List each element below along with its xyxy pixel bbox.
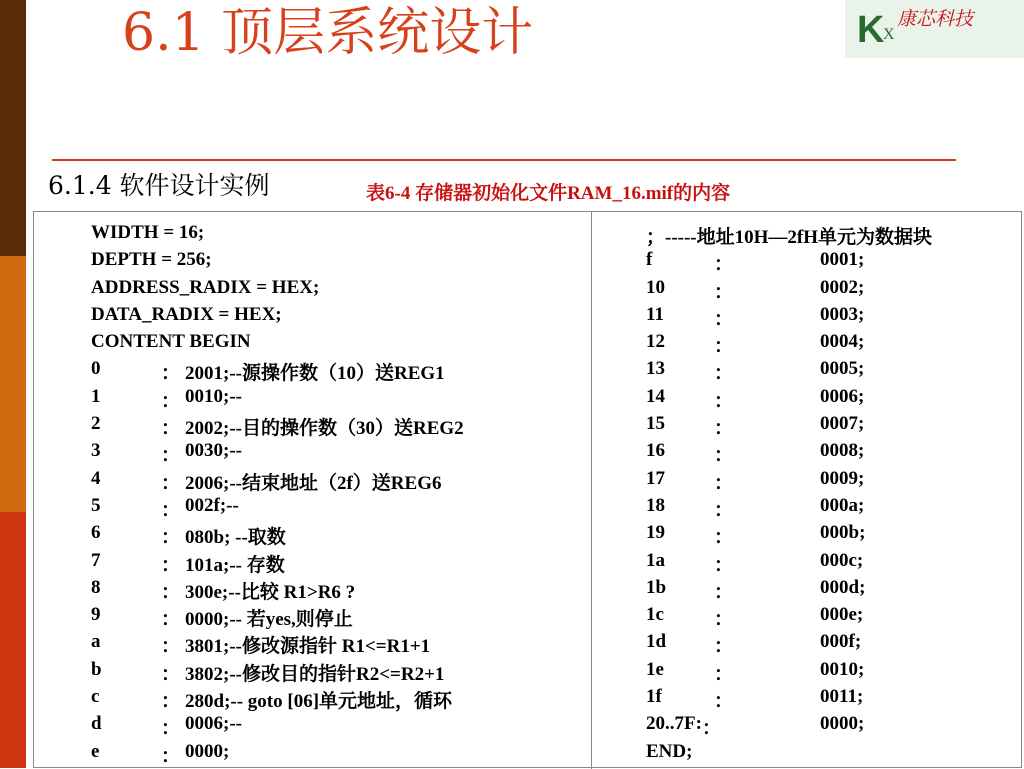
table-row <box>91 658 445 686</box>
row-separator: ： <box>714 691 734 713</box>
table-row <box>91 522 319 549</box>
table-row <box>646 495 932 522</box>
row-address: 1 <box>91 385 101 407</box>
row-separator: ： <box>161 691 181 713</box>
row-value: 0000; <box>820 713 865 735</box>
row-separator: ： <box>161 581 181 603</box>
table-row <box>91 386 319 413</box>
title-divider <box>52 159 956 161</box>
table-row <box>646 686 932 713</box>
row-value: 0004; <box>820 331 865 353</box>
row-separator: ： <box>714 527 734 549</box>
row-separator: ： <box>161 745 181 767</box>
row-value: 0009; <box>820 467 865 489</box>
row-separator: ： <box>161 636 181 658</box>
row-separator: ： <box>702 718 722 740</box>
row-address: 3 <box>91 440 101 462</box>
row-address: 10 <box>646 276 665 298</box>
row-address: e <box>91 740 100 762</box>
row-content: 0030;-- <box>185 440 242 462</box>
table-row <box>646 550 932 577</box>
row-content: 080b; --取数 <box>185 527 286 549</box>
table-row <box>646 358 932 385</box>
table-row <box>91 467 442 495</box>
row-separator: ： <box>161 499 181 521</box>
row-separator: ： <box>714 336 734 358</box>
row-address: 16 <box>646 440 665 462</box>
row-address: 4 <box>91 467 101 489</box>
row-separator: ： <box>714 609 734 631</box>
end-marker: END; <box>646 740 693 762</box>
row-content: 2006;--结束地址（2f）送REG6 <box>185 472 442 494</box>
table-row <box>91 686 453 713</box>
row-content: 2002;--目的操作数（30）送REG2 <box>185 418 464 440</box>
table-row <box>91 576 356 604</box>
row-address: 6 <box>91 522 101 544</box>
table-row <box>646 386 932 413</box>
table-row <box>91 440 319 467</box>
row-address: 1f <box>646 686 662 708</box>
row-value: 0008; <box>820 440 865 462</box>
row-separator: ： <box>161 527 181 549</box>
row-content: 3802;--修改目的指针R2<=R2+1 <box>185 663 445 685</box>
right-column <box>646 222 932 768</box>
row-content: 2001;--源操作数（10）送REG1 <box>185 363 445 385</box>
row-separator: ： <box>161 718 181 740</box>
row-address: 1d <box>646 631 667 653</box>
row-address: 1e <box>646 658 664 680</box>
row-value: 000d; <box>820 576 866 598</box>
row-address: 0 <box>91 358 101 380</box>
table-caption: 表6-4 存储器初始化文件RAM_16.mif的内容 <box>366 183 731 204</box>
table-row <box>646 522 932 549</box>
row-address: 5 <box>91 494 101 516</box>
table-row <box>646 331 932 358</box>
header-line: ADDRESS_RADIX = HEX; <box>91 276 320 298</box>
row-address: 19 <box>646 522 665 544</box>
side-bar-top <box>0 0 26 256</box>
row-separator: ： <box>161 390 181 412</box>
row-value: 0005; <box>820 358 865 380</box>
row-content: 280d;-- goto [06]单元地址，循环 <box>185 691 453 713</box>
row-address: 2 <box>91 413 101 435</box>
row-address: 14 <box>646 385 665 407</box>
row-value: 0010; <box>820 658 865 680</box>
table-row <box>646 413 932 440</box>
table-row <box>646 631 932 658</box>
table-row <box>91 358 445 385</box>
row-address: 8 <box>91 576 101 598</box>
row-address: 18 <box>646 494 665 516</box>
row-content: 3801;--修改源指针 R1<=R1+1 <box>185 636 431 658</box>
row-value: 0002; <box>820 276 865 298</box>
table-row <box>91 713 319 740</box>
row-separator: ： <box>714 363 734 385</box>
row-separator: ： <box>161 445 181 467</box>
table-row <box>646 304 932 331</box>
row-separator: ： <box>161 363 181 385</box>
data-block-comment: ；-----地址10H—2fH单元为数据块 <box>646 227 933 248</box>
side-bar-middle <box>0 256 26 512</box>
table-row <box>646 713 932 740</box>
table-row <box>646 577 932 604</box>
row-address: 9 <box>91 604 101 626</box>
section-subtitle: 6.1.4 软件设计实例 <box>48 171 270 200</box>
column-divider <box>591 212 592 769</box>
row-content: 0000; <box>185 740 230 762</box>
row-separator: ： <box>714 418 734 440</box>
header-line: DEPTH = 256; <box>91 249 212 271</box>
header-line: CONTENT BEGIN <box>91 331 251 353</box>
row-separator: ： <box>714 390 734 412</box>
row-separator: ： <box>714 581 734 603</box>
logo-sub-letter: X <box>883 26 895 43</box>
row-address: 12 <box>646 331 665 353</box>
row-separator: ： <box>714 308 734 330</box>
row-content: 0010;-- <box>185 385 242 407</box>
row-address: 11 <box>646 303 664 325</box>
row-address: 20..7F: <box>646 713 702 735</box>
row-address: c <box>91 686 100 708</box>
header-line: DATA_RADIX = HEX; <box>91 303 282 325</box>
table-row <box>646 468 932 495</box>
row-separator: ： <box>714 499 734 521</box>
table-row <box>91 741 319 768</box>
logo-text: 康芯科技 <box>897 8 974 30</box>
table-row <box>646 277 932 304</box>
table-row <box>646 249 932 276</box>
row-separator: ： <box>714 554 734 576</box>
row-address: f <box>646 249 653 271</box>
row-value: 0003; <box>820 303 865 325</box>
row-value: 000a; <box>820 494 865 516</box>
row-address: 1b <box>646 576 667 598</box>
row-address: 13 <box>646 358 665 380</box>
row-value: 000c; <box>820 549 864 571</box>
row-value: 000e; <box>820 604 864 626</box>
row-separator: ： <box>714 445 734 467</box>
row-address: 7 <box>91 549 101 571</box>
header-line: WIDTH = 16; <box>91 222 205 243</box>
row-separator: ： <box>161 554 181 576</box>
row-value: 000b; <box>820 522 866 544</box>
row-content: 300e;--比较 R1>R6 ? <box>185 581 356 603</box>
side-bar-bottom <box>0 512 26 768</box>
row-separator: ： <box>714 281 734 303</box>
row-separator: ： <box>714 472 734 494</box>
logo-letter: K <box>857 9 885 51</box>
row-address: 1a <box>646 549 665 571</box>
left-column <box>91 222 464 768</box>
row-address: d <box>91 713 102 735</box>
row-separator: ： <box>714 636 734 658</box>
slide-title: 6.1 顶层系统设计 <box>122 3 534 63</box>
row-content: 002f;-- <box>185 494 239 516</box>
row-address: 15 <box>646 413 665 435</box>
row-content: 0000;-- 若yes,则停止 <box>185 609 353 631</box>
row-value: 0006; <box>820 385 865 407</box>
side-bar <box>0 0 26 768</box>
table-row <box>91 413 464 440</box>
row-address: 1c <box>646 604 664 626</box>
row-address: a <box>91 631 101 653</box>
row-separator: ： <box>161 418 181 440</box>
row-separator: ： <box>161 609 181 631</box>
row-separator: ： <box>714 663 734 685</box>
row-content: 0006;-- <box>185 713 242 735</box>
row-value: 0011; <box>820 686 864 708</box>
row-value: 000f; <box>820 631 862 653</box>
row-separator: ： <box>714 254 734 276</box>
table-row <box>91 631 431 658</box>
row-separator: ： <box>161 472 181 494</box>
row-separator: ： <box>161 663 181 685</box>
table-row <box>646 659 932 686</box>
table-row <box>646 440 932 467</box>
row-address: b <box>91 658 102 680</box>
row-value: 0001; <box>820 249 865 271</box>
company-logo <box>845 0 1024 58</box>
row-content: 101a;-- 存数 <box>185 554 285 576</box>
row-value: 0007; <box>820 413 865 435</box>
mif-table <box>33 211 1022 768</box>
row-address: 17 <box>646 467 665 489</box>
table-row <box>91 604 353 631</box>
table-row <box>91 495 319 522</box>
table-row <box>646 604 932 631</box>
table-row <box>91 550 319 577</box>
